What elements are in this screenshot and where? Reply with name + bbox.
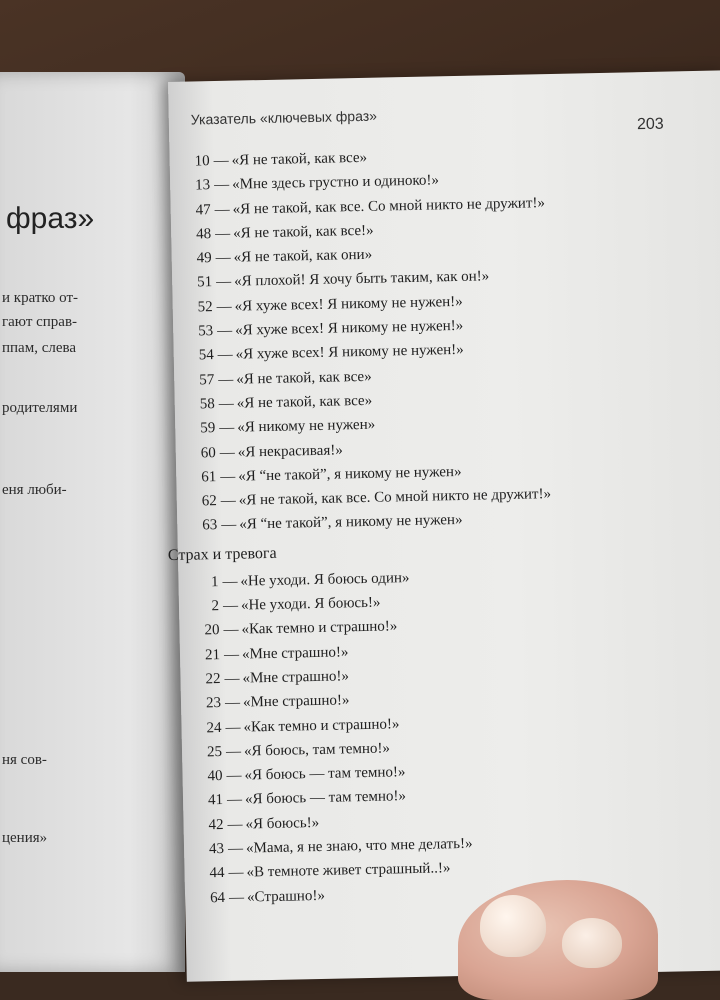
entry-dash: — xyxy=(222,573,238,590)
entry-dash: — xyxy=(226,767,242,785)
entry-number: 24 xyxy=(206,719,222,736)
entry-phrase: «Я не такой, как все. Со мной никто не дружит!» xyxy=(238,486,552,509)
entry-phrase: «Я хуже всех! Я никому не нужен!» xyxy=(235,342,464,364)
entry-phrase: «Как темно и страшно!» xyxy=(243,715,400,736)
fingernail xyxy=(562,918,622,968)
entry-phrase: «Мне страшно!» xyxy=(242,668,350,687)
entry-number: 43 xyxy=(208,841,225,858)
entry-dash: — xyxy=(216,298,232,315)
entry-dash: — xyxy=(228,889,245,906)
entry-number: 58 xyxy=(199,396,215,413)
entry-phrase: «Я хуже всех! Я никому не нужен!» xyxy=(234,293,463,315)
entry-group-1 xyxy=(170,143,718,543)
entry-number: 20 xyxy=(204,622,220,639)
entry-number: 21 xyxy=(204,646,221,663)
entry-phrase: «Я не такой, как все. Со мной никто не дружит!» xyxy=(232,194,546,218)
entry-dash: — xyxy=(217,322,233,340)
entry-dash: — xyxy=(220,492,236,510)
entry-dash: — xyxy=(223,646,240,663)
entry-phrase: «Как темно и страшно!» xyxy=(241,618,398,638)
entry-phrase: «Я плохой! Я хочу быть таким, как он!» xyxy=(234,268,490,291)
entry-number: 54 xyxy=(198,347,214,364)
entry-phrase: «Я не такой, как все» xyxy=(236,392,373,412)
entry-dash: — xyxy=(215,249,231,267)
entry-group-2 xyxy=(178,563,720,914)
entry-number: 48 xyxy=(196,226,212,243)
entry-dash: — xyxy=(222,597,239,615)
entry-number: 49 xyxy=(196,250,212,267)
entry-number: 44 xyxy=(209,865,225,882)
entry-number: 52 xyxy=(197,298,213,316)
left-heading-fragment: фраз» xyxy=(6,202,95,235)
entry-phrase: «Я боюсь — там темно!» xyxy=(244,764,406,784)
entry-number: 57 xyxy=(199,371,215,389)
entry-number: 47 xyxy=(195,201,211,219)
section-title: Страх и тревога xyxy=(167,544,277,564)
entry-phrase: «Я не такой, как все» xyxy=(231,149,368,169)
entry-dash: — xyxy=(225,743,242,760)
entry-phrase: «Я боюсь, там темно!» xyxy=(243,740,391,760)
page-number: 203 xyxy=(636,115,664,134)
entry-phrase: «Я хуже всех! Я никому не нужен!» xyxy=(235,317,464,339)
left-text-fragment: ппам, слева xyxy=(2,340,77,356)
entry-number: 41 xyxy=(207,792,224,809)
entry-number: 60 xyxy=(200,444,216,461)
entry-phrase: «Я никому не нужен» xyxy=(237,417,376,436)
entry-dash: — xyxy=(217,347,233,364)
entry-dash: — xyxy=(214,201,230,218)
entry-number: 63 xyxy=(202,517,218,534)
entry-number: 40 xyxy=(207,768,223,785)
entry-number: 62 xyxy=(201,493,217,510)
entry-phrase: «Я не такой, как они» xyxy=(233,246,373,266)
entry-number: 25 xyxy=(206,743,223,761)
right-page xyxy=(168,70,720,982)
entry-dash: — xyxy=(215,225,231,242)
entry-number: 61 xyxy=(201,468,217,486)
entry-phrase: «Я боюсь — там темно!» xyxy=(244,788,407,808)
entry-dash: — xyxy=(224,670,240,687)
entry-dash: — xyxy=(224,694,241,712)
entry-dash: — xyxy=(226,792,243,809)
entry-phrase: «Мама, я не знаю, что мне делать!» xyxy=(245,835,473,857)
entry-dash: — xyxy=(227,816,243,833)
entry-phrase: «Мне страшно!» xyxy=(242,692,350,711)
entry-dash: — xyxy=(225,719,241,736)
entry-number: 23 xyxy=(205,695,222,712)
entry-phrase: «Я боюсь!» xyxy=(245,814,320,833)
entry-phrase: «Я “не такой”, я никому не нужен» xyxy=(238,463,462,485)
entry-number: 13 xyxy=(195,177,211,194)
entry-number: 22 xyxy=(205,670,221,688)
entry-number: 59 xyxy=(200,420,216,437)
running-head: Указатель «ключевых фраз» xyxy=(190,107,378,128)
index-entries xyxy=(167,143,720,915)
left-page xyxy=(0,72,185,972)
entry-number: 64 xyxy=(209,889,226,906)
entry-dash: — xyxy=(223,621,239,639)
entry-number: 51 xyxy=(197,274,213,291)
entry-phrase: «Мне страшно!» xyxy=(241,643,349,663)
entry-phrase: «Я не такой, как все!» xyxy=(233,222,374,242)
entry-dash: — xyxy=(228,864,244,882)
left-text-fragment: еня люби- xyxy=(2,482,67,498)
left-text-fragment: цения» xyxy=(2,830,48,846)
entry-phrase: «В темноте живет страшный..!» xyxy=(246,860,451,881)
entry-dash: — xyxy=(218,371,234,388)
entry-number: 42 xyxy=(208,816,224,834)
entry-number: 1 xyxy=(210,573,219,590)
entry-number: 2 xyxy=(211,598,220,615)
entry-phrase: «Мне здесь грустно и одиноко!» xyxy=(232,172,440,193)
entry-phrase: «Не уходи. Я боюсь один» xyxy=(240,569,410,590)
entry-dash: — xyxy=(216,274,232,291)
left-text-fragment: ня сов- xyxy=(2,752,47,768)
left-text-fragment: и кратко от- xyxy=(2,290,79,306)
entry-phrase: «Я не такой, как все» xyxy=(236,368,372,388)
entry-phrase: «Я некрасивая!» xyxy=(237,441,343,461)
entry-dash: — xyxy=(227,840,244,857)
entry-dash: — xyxy=(219,444,235,461)
entry-phrase: «Я “не такой”, я никому не нужен» xyxy=(239,512,463,534)
entry-dash: — xyxy=(214,177,230,194)
entry-dash: — xyxy=(219,419,235,437)
entry-dash: — xyxy=(218,395,234,412)
entry-phrase: «Не уходи. Я боюсь!» xyxy=(240,594,381,614)
fingernail xyxy=(480,895,546,957)
entry-number: 10 xyxy=(194,153,210,170)
left-text-fragment: родителями xyxy=(2,400,78,416)
entry-dash: — xyxy=(213,152,229,170)
entry-phrase: «Страшно!» xyxy=(246,887,326,906)
entry-dash: — xyxy=(221,517,237,534)
entry-number: 53 xyxy=(198,323,214,340)
entry-dash: — xyxy=(220,468,236,485)
left-text-fragment: гают справ- xyxy=(2,314,78,330)
